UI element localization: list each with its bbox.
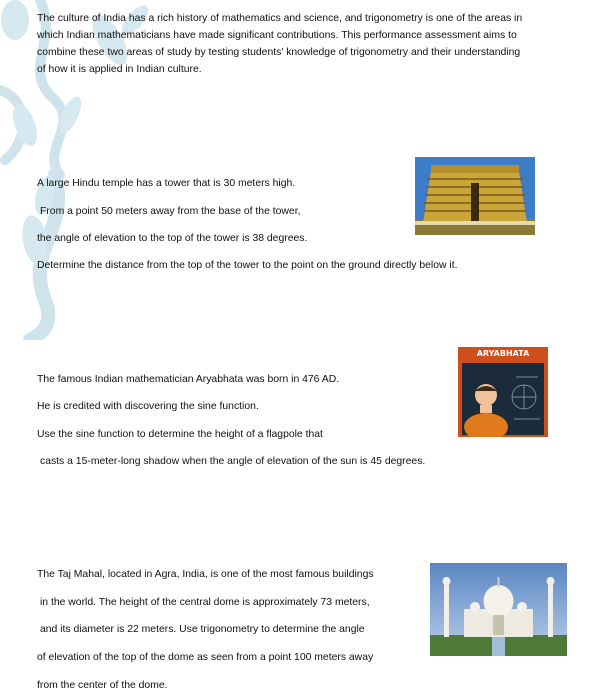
- intro-line: The culture of India has a rich history of mathematics and science, and trigonometry is one of the areas in: [37, 13, 523, 24]
- aryabhata-caption: ARYABHATA: [476, 349, 530, 358]
- problem3-line: and its diameter is 22 meters. Use trigonometry to determine the angle: [40, 624, 365, 635]
- problem3-line: in the world. The height of the central dome is approximately 73 meters,: [40, 597, 370, 608]
- taj-mahal-image: [430, 563, 567, 656]
- intro-line: combine these two areas of study by testing students' knowledge of trigonometry and their understanding: [37, 47, 521, 58]
- problem1-line: the angle of elevation to the top of the tower is 38 degrees.: [37, 233, 308, 244]
- aryabhata-image: [458, 347, 548, 437]
- temple-image: [415, 157, 535, 235]
- problem3-line: of elevation of the top of the dome as seen from a point 100 meters away: [37, 652, 374, 663]
- problem2-line: Use the sine function to determine the height of a flagpole that: [37, 429, 323, 440]
- problem2-line: casts a 15-meter-long shadow when the angle of elevation of the sun is 45 degrees.: [40, 456, 426, 467]
- problem1-line: Determine the distance from the top of the tower to the point on the ground directly below it.: [37, 260, 458, 271]
- intro-line: which Indian mathematicians have made significant contributions. This performance assessment aims to: [37, 30, 517, 41]
- intro-line: of how it is applied in Indian culture.: [37, 64, 202, 75]
- intro-paragraph: [37, 10, 577, 78]
- problem1-line: From a point 50 meters away from the base of the tower,: [40, 206, 301, 217]
- problem3-line: The Taj Mahal, located in Agra, India, is one of the most famous buildings: [37, 569, 374, 580]
- problem2-line: The famous Indian mathematician Aryabhata was born in 476 AD.: [37, 374, 340, 385]
- problem3-line: from the center of the dome.: [37, 680, 168, 691]
- problem1-line: A large Hindu temple has a tower that is 30 meters high.: [37, 178, 296, 189]
- problem2-line: He is credited with discovering the sine function.: [37, 401, 259, 412]
